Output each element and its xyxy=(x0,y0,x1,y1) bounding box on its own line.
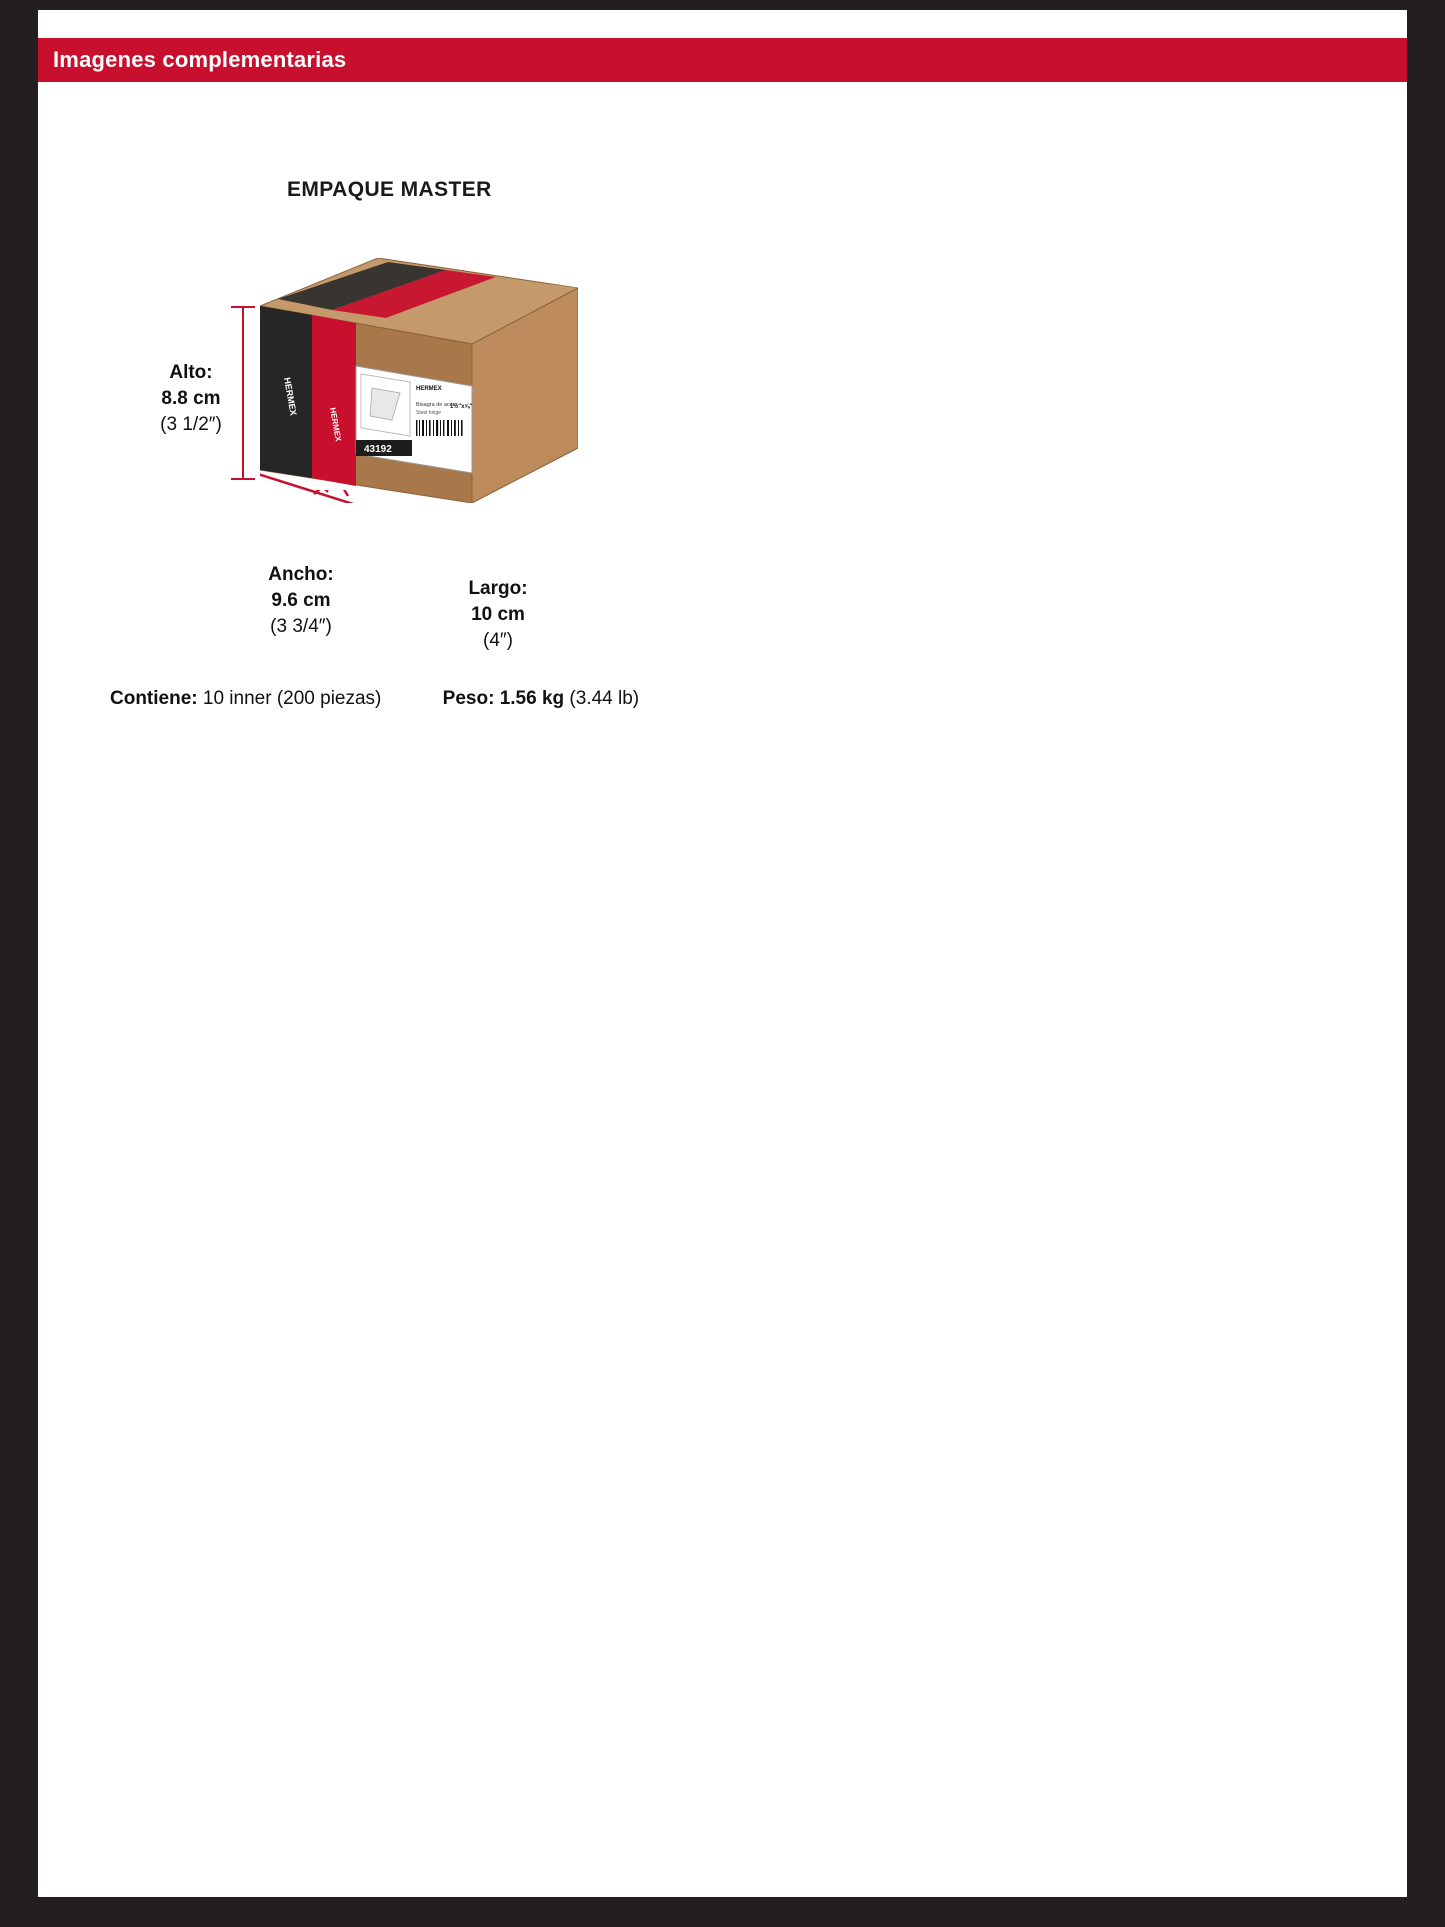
svg-text:Steel hinge: Steel hinge xyxy=(416,410,442,416)
section-title: Imagenes complementarias xyxy=(53,47,347,72)
page-content xyxy=(38,10,1407,1897)
height-measure-line xyxy=(242,306,244,480)
height-metric: 8.8 cm xyxy=(161,388,221,409)
height-label xyxy=(146,360,236,438)
page-frame-right xyxy=(1407,0,1445,1927)
width-metric: 9.6 cm xyxy=(271,590,331,611)
master-carton-image xyxy=(260,258,578,503)
contains-info xyxy=(110,688,381,710)
svg-text:Bisagra de acero: Bisagra de acero xyxy=(416,402,458,408)
height-imperial: (3 1/2″) xyxy=(160,414,222,435)
width-imperial: (3 3/4″) xyxy=(270,616,332,637)
weight-label: Peso: xyxy=(442,688,495,709)
width-label-text: Ancho: xyxy=(268,564,334,585)
width-label xyxy=(236,562,366,640)
package-type-title: EMPAQUE MASTER xyxy=(287,178,492,201)
svg-text:43192: 43192 xyxy=(364,444,392,455)
svg-text:HERMEX: HERMEX xyxy=(282,376,299,417)
height-label-text: Alto: xyxy=(169,362,213,383)
page-frame-bottom xyxy=(0,1897,1445,1927)
length-imperial: (4″) xyxy=(483,630,513,651)
svg-text:HERMEX: HERMEX xyxy=(416,386,442,392)
contains-value: 10 inner (200 piezas) xyxy=(202,688,382,709)
svg-text:HERMEX: HERMEX xyxy=(328,406,343,443)
weight-value-imperial: (3.44 lb) xyxy=(569,688,640,709)
length-label-text: Largo: xyxy=(468,578,528,599)
package-info-row xyxy=(110,688,695,710)
length-label xyxy=(438,576,558,654)
package-dimension-diagram xyxy=(38,10,1407,710)
contains-label: Contiene: xyxy=(110,688,198,709)
weight-value: 1.56 kg xyxy=(499,688,565,709)
weight-info xyxy=(443,688,639,710)
svg-text:1½"x⅝": 1½"x⅝" xyxy=(450,404,473,410)
page-frame-left xyxy=(0,0,38,1927)
length-metric: 10 cm xyxy=(471,604,525,625)
page-frame-top xyxy=(0,0,1445,10)
